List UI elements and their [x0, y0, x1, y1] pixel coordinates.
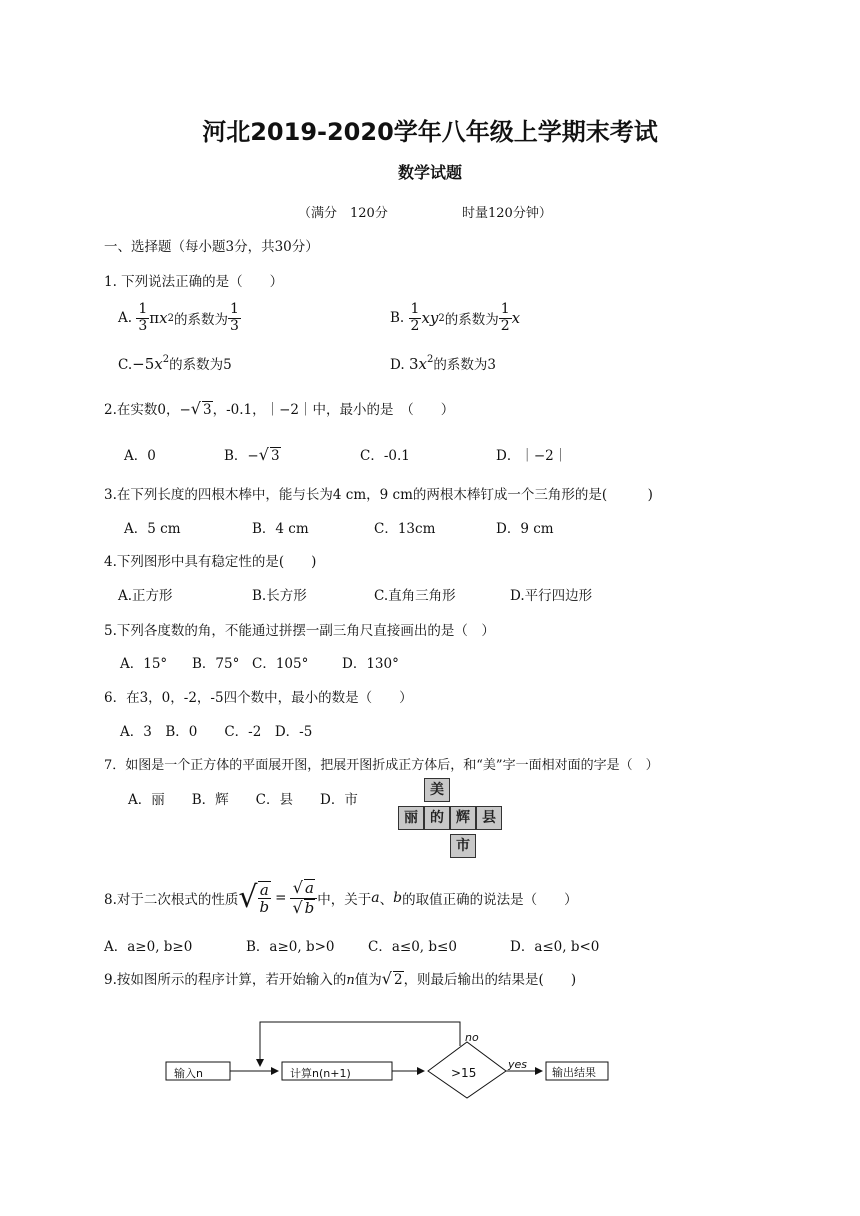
- q8-stem-post: 中，关于: [317, 892, 372, 908]
- q9-stem-mid: 值为: [354, 972, 382, 988]
- q4-option-d: D.平行四边形: [510, 588, 593, 604]
- q8-option-d: D．a≤0, b<0: [510, 939, 600, 955]
- fraction-1-2b: $\frac{1}{2}$: [500, 301, 510, 334]
- q3-stem: 3.在下列长度的四根木棒中，能与长为4 cm，9 cm的两根木棒钉成一个三角形的是( ): [104, 487, 653, 503]
- q1-d-text: 的系数为3: [433, 357, 496, 373]
- flow-output-label: 输出结果: [552, 1066, 596, 1079]
- q4-stem: 4.下列图形中具有稳定性的是( ): [104, 554, 317, 570]
- q1-option-c: $C.-5x^2$的系数为5: [118, 354, 232, 373]
- fraction-1-2: $\frac{1}{2}$: [410, 301, 420, 334]
- section-heading: 一、选择题（每小题3分，共30分）: [104, 239, 319, 255]
- q6-options: A．3 B．0 C．-2 D．-5: [120, 724, 313, 740]
- q9-var-n: n: [346, 973, 355, 988]
- net-cell-top: 美: [424, 778, 450, 802]
- q1-a-label: A.: [118, 310, 133, 326]
- q8-stem-end: 的取值正确的说法是（ ）: [402, 892, 578, 908]
- q1-b-text: 的系数为: [444, 312, 499, 328]
- q1-option-d: D. $3x^2$的系数为3: [390, 354, 496, 373]
- net-cell-bottom: 市: [450, 834, 476, 858]
- q4-option-c: C.直角三角形: [374, 588, 456, 604]
- q5-option-d: D．130°: [342, 656, 399, 672]
- q1-c-label: C.: [118, 357, 133, 373]
- q2-option-a: A．0: [124, 448, 156, 464]
- q1-c-text: 的系数为5: [169, 357, 232, 373]
- q8-option-b: B．a≥0, b>0: [246, 939, 335, 955]
- q9-stem-pre: 9.按如图所示的程序计算，若开始输入的: [104, 972, 347, 988]
- q7-stem: 7．如图是一个正方体的平面展开图，把展开图折成正方体后，和“美”字一面相对面的字是（ ）: [104, 758, 659, 773]
- q1-b-label: B.: [390, 310, 405, 326]
- time-limit: 时量120分钟）: [462, 206, 552, 221]
- net-cell-2: 的: [424, 806, 450, 830]
- q5-stem: 5.下列各度数的角，不能通过拼摆一副三角尺直接画出的是（ ）: [104, 623, 495, 639]
- flow-input-label: 输入n: [174, 1067, 203, 1080]
- q5-option-a: A．15°: [120, 656, 168, 672]
- net-cell-1: 丽: [398, 806, 424, 830]
- q2-option-b: B．−√ 3: [224, 445, 280, 464]
- q2-stem-post: ，-0.1，｜−2｜中，最小的是 （ ）: [212, 402, 455, 418]
- exam-subtitle: 数学试题: [397, 163, 462, 182]
- cube-net: [396, 778, 516, 862]
- q1-stem: 1. 下列说法正确的是（ ）: [104, 274, 284, 290]
- q1-a-text: 的系数为: [173, 312, 228, 328]
- q3-option-d: D．9 cm: [496, 521, 554, 537]
- flow-yes-label: yes: [508, 1058, 528, 1071]
- q2-option-d: D．｜−2｜: [496, 448, 568, 464]
- q2-stem-pre: 2.在实数0，: [104, 402, 180, 418]
- radical-identity: √ $\frac{a}{b}$ = $\frac{√ a}{√ b}$: [238, 879, 317, 917]
- q1-option-a: A. $\frac{1}{3}$ π x 2 的系数为 $\frac{1}{3}$: [118, 301, 239, 334]
- q8-var-a: a: [371, 890, 380, 906]
- full-marks: （满分 120分: [298, 206, 388, 221]
- exam-title: 河北2019-2020学年八年级上学期末考试: [202, 118, 658, 146]
- q3-option-c: C．13cm: [374, 521, 436, 537]
- fraction-1-3b: $\frac{1}{3}$: [229, 301, 239, 334]
- q2-b-label: B．−: [224, 448, 259, 464]
- flow-arrow-no-loop: [260, 1022, 460, 1066]
- q2-option-c: C．-0.1: [360, 448, 410, 464]
- net-cell-3: 辉: [450, 806, 476, 830]
- net-cell-4: 县: [476, 806, 502, 830]
- q3-option-a: A．5 cm: [124, 521, 181, 537]
- flow-condition-label: >15: [451, 1066, 477, 1080]
- q1-d-label: D.: [390, 357, 405, 373]
- q9-stem: 9.按如图所示的程序计算，若开始输入的n值为√ 2，则最后输出的结果是( ): [104, 969, 577, 988]
- q4-option-b: B.长方形: [252, 588, 307, 604]
- q8-option-c: C．a≤0, b≤0: [368, 939, 457, 955]
- q7-options: A．丽 B．辉 C．县 D．市: [128, 792, 358, 808]
- q8-sep: 、: [379, 892, 394, 908]
- q6-stem: 6．在3，0，-2，-5四个数中，最小的数是（ ）: [104, 690, 413, 706]
- q5-option-c: C．105°: [252, 656, 309, 672]
- q1-option-b: B. $\frac{1}{2}$ xy 2 的系数为 $\frac{1}{2}$ x: [390, 301, 521, 334]
- flow-compute-label: 计算n(n+1): [290, 1067, 351, 1080]
- q3-option-b: B．4 cm: [252, 521, 309, 537]
- q8-var-b: b: [393, 890, 403, 906]
- q5-option-b: B．75°: [192, 656, 240, 672]
- q2-stem: 2.在实数0，−√ 3，-0.1，｜−2｜中，最小的是 （ ）: [104, 399, 455, 418]
- q8-stem: [104, 872, 578, 924]
- flow-no-label: no: [465, 1031, 479, 1044]
- fraction-1-3: $\frac{1}{3}$: [138, 301, 148, 334]
- q8-stem-pre: 8.对于二次根式的性质: [104, 892, 239, 908]
- q8-option-a: A．a≥0, b≥0: [104, 939, 193, 955]
- flowchart: [160, 1016, 620, 1106]
- q4-option-a: A.正方形: [118, 588, 173, 604]
- q9-stem-post: ，则最后输出的结果是( ): [403, 972, 577, 988]
